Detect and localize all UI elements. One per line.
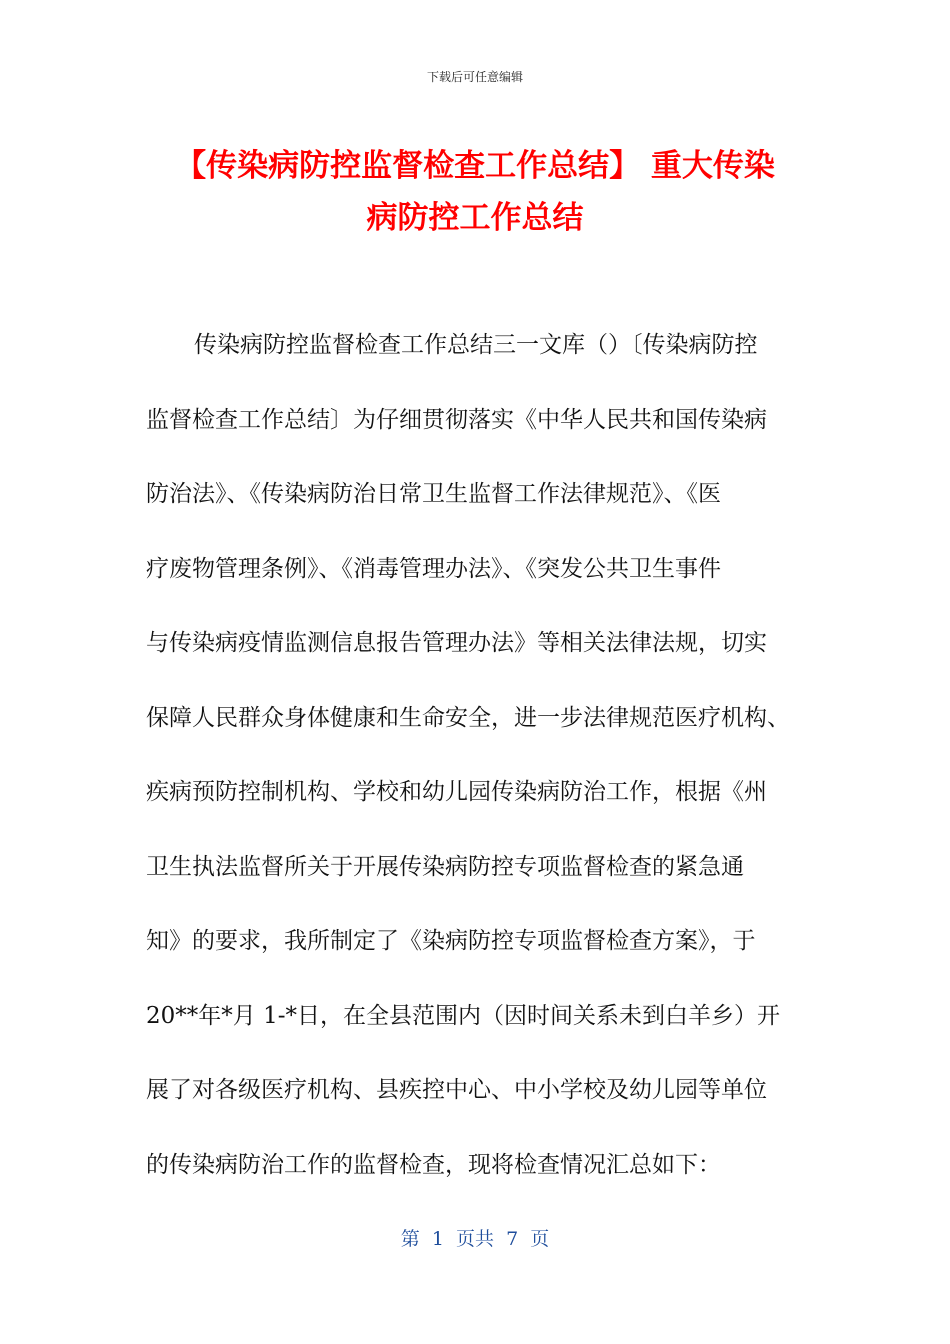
body-line: 20**年*月 1-*日，在全县范围内（因时间关系未到白羊乡）开 [146,1002,780,1029]
body-line: 保障人民群众身体健康和生命安全，进一步法律规范医疗机构、 [146,704,790,731]
body-line: 疾病预防控制机构、学校和幼儿园传染病防治工作，根据《州 [146,779,767,805]
body-line: 疗废物管理条例》、《消毒管理办法》、《突发公共卫生事件 [146,555,721,582]
body-line: 监督检查工作总结〕为仔细贯彻落实《中华人民共和国传染病 [146,406,767,433]
header-note: 下载后可任意编辑 [426,70,523,84]
body-line: 知》的要求，我所制定了《染病防控专项监督检查方案》，于 [146,928,756,954]
body-line: 卫生执法监督所关于开展传染病防控专项监督检查的紧急通 [146,853,744,880]
title-line-2: 病防控工作总结 [366,200,584,236]
body-line: 与传染病疫情监测信息报告管理办法》等相关法律法规，切实 [146,630,767,656]
body-line: 的传染病防治工作的监督检查，现将检查情况汇总如下： [146,1151,721,1178]
title-line-1: 【传染病防控监督检查工作总结】 重大传染 [175,148,775,184]
document-title [120,140,830,244]
body-line: 防治法》、《传染病防治日常卫生监督工作法律规范》、《医 [146,481,721,507]
body-line: 传染病防控监督检查工作总结三一文库（）〔传染病防控 [194,332,758,358]
body-paragraph [146,320,816,1214]
page-number-footer: 第 1 页共 7 页 [400,1228,550,1250]
body-line: 展了对各级医疗机构、县疾控中心、中小学校及幼儿园等单位 [146,1077,767,1103]
